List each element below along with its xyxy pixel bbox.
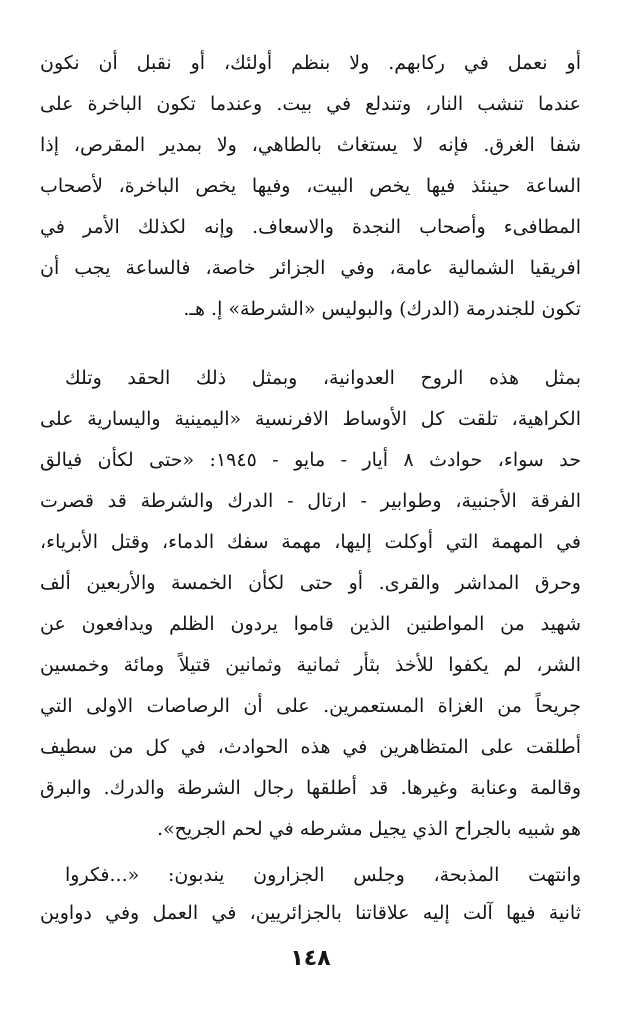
text-line: الكراهية، تلقت كل الأوساط الافرنسية «اليمينية واليسارية على [40,408,581,430]
text-line: الفرقة الأجنبية، وطوابير - ارتال - الدرك والشرطة قد قصرت [40,490,581,512]
page-number: ١٤٨ [290,946,331,971]
text-line: جريحاً من الغزاة المستعمرين. على أن الرصاصات الاولى التي [40,695,581,717]
text-line: تكون للجندرمة (الدرك) والبوليس «الشرطة» إ. هـ. [183,298,581,320]
text-line: حد سواء، حوادث ٨ أيار - مايو - ١٩٤٥: «حتى لكأن فيالق [40,449,581,471]
text-line: الساعة حينئذ فيها يخص البيت، وفيها يخص الباخرة، لأصحاب [40,175,581,197]
text-line: افريقيا الشمالية عامة، وفي الجزائر خاصة، فالساعة يجب أن [40,257,581,279]
text-line: وحرق المداشر والقرى. أو حتى لكأن الخمسة والأربعين ألف [40,572,581,594]
text-line: أطلقت على المتظاهرين في هذه الحوادث، في كل من سطيف [40,736,581,758]
text-line: أو نعمل في ركابهم. ولا بنظم أولئك، أو نقبل أن نكون [40,52,581,74]
text-line: في المهمة التي أوكلت إليها، مهمة سفك الدماء، وقتل الأبرياء، [40,531,581,553]
text-line: شهيد من المواطنين الذين قاموا يردون الظلم ويدافعون عن [40,613,581,635]
text-line: شفا الغرق. فإنه لا يستغاث بالطاهي، ولا بمدير المقرص، إذا [40,134,581,156]
text-line: بمثل هذه الروح العدوانية، وبمثل ذلك الحقد وتلك [65,367,581,389]
text-line: الشر، لم يكفوا للأخذ بثأر ثمانية وثمانين قتيلاً ومائة وخمسين [40,654,581,676]
text-line: وقالمة وعنابة وغيرها. قد أطلقها رجال الشرطة والدرك. والبرق [40,777,581,799]
text-line: المطافىء وأصحاب النجدة والاسعاف. وإنه لكذلك الأمر في [40,216,581,238]
text-line: عندما تنشب النار، وتندلع في بيت. وعندما تكون الباخرة على [40,93,581,115]
text-line: ثانية فيها آلت إليه علاقاتنا بالجزائريين، في العمل وفي دواوين [40,902,581,924]
text-line: وانتهت المذبحة، وجلس الجزارون يندبون: «...فكروا [65,864,581,886]
text-line: هو شبيه بالجراح الذي يجيل مشرطه في لحم الجريح». [156,818,581,840]
